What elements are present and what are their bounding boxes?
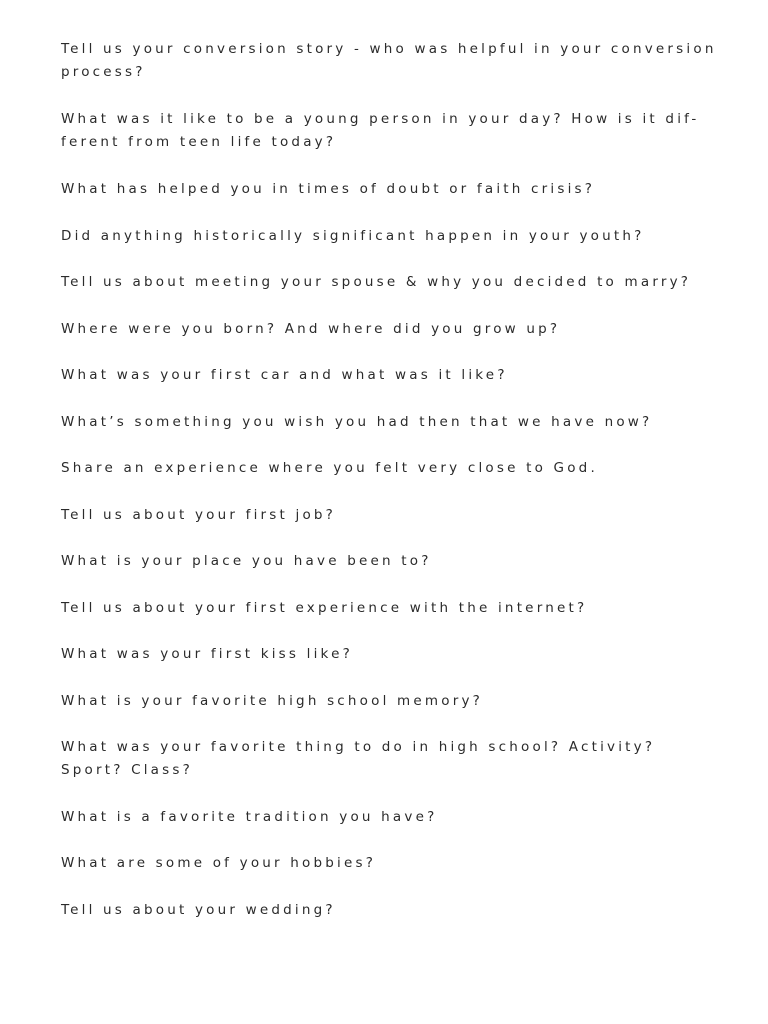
- question-line: Share an experience where you felt very close to God.: [61, 460, 598, 476]
- question-line: Tell us about your first experience with the internet?: [61, 600, 588, 616]
- question-line: What was your favorite thing to do in high school? Activity?: [61, 739, 656, 755]
- question-6: [61, 318, 733, 341]
- question-line: What is your place you have been to?: [61, 553, 432, 569]
- question-7: [61, 364, 733, 387]
- question-11: [61, 550, 733, 573]
- question-2: [61, 108, 733, 154]
- question-line: Did anything historically significant happen in your youth?: [61, 228, 645, 244]
- question-line: process?: [61, 64, 146, 80]
- question-4: [61, 225, 733, 248]
- question-line: Sport? Class?: [61, 762, 193, 778]
- question-line: What is a favorite tradition you have?: [61, 809, 438, 825]
- question-10: [61, 504, 733, 527]
- question-16: [61, 806, 733, 829]
- question-line: What was your first kiss like?: [61, 646, 353, 662]
- question-line: Where were you born? And where did you grow up?: [61, 321, 561, 337]
- question-line: ferent from teen life today?: [61, 134, 337, 150]
- question-line: What is your favorite high school memory?: [61, 693, 484, 709]
- question-line: What was your first car and what was it like?: [61, 367, 508, 383]
- question-14: [61, 690, 733, 713]
- question-line: What was it like to be a young person in your day? How is it dif-: [61, 111, 700, 127]
- question-13: [61, 643, 733, 666]
- question-8: [61, 411, 733, 434]
- question-18: [61, 899, 733, 922]
- question-15: [61, 736, 733, 782]
- question-line: What are some of your hobbies?: [61, 855, 377, 871]
- question-line: What’s something you wish you had then that we have now?: [61, 414, 653, 430]
- question-line: What has helped you in times of doubt or faith crisis?: [61, 181, 596, 197]
- question-17: [61, 852, 733, 875]
- question-line: Tell us about meeting your spouse & why you decided to marry?: [61, 274, 692, 290]
- question-3: [61, 178, 733, 201]
- question-12: [61, 597, 733, 620]
- question-line: Tell us about your wedding?: [61, 902, 336, 918]
- question-line: Tell us your conversion story - who was helpful in your conversion: [61, 41, 717, 57]
- question-9: [61, 457, 733, 480]
- question-line: Tell us about your first job?: [61, 507, 337, 523]
- question-1: [61, 38, 733, 84]
- question-5: [61, 271, 733, 294]
